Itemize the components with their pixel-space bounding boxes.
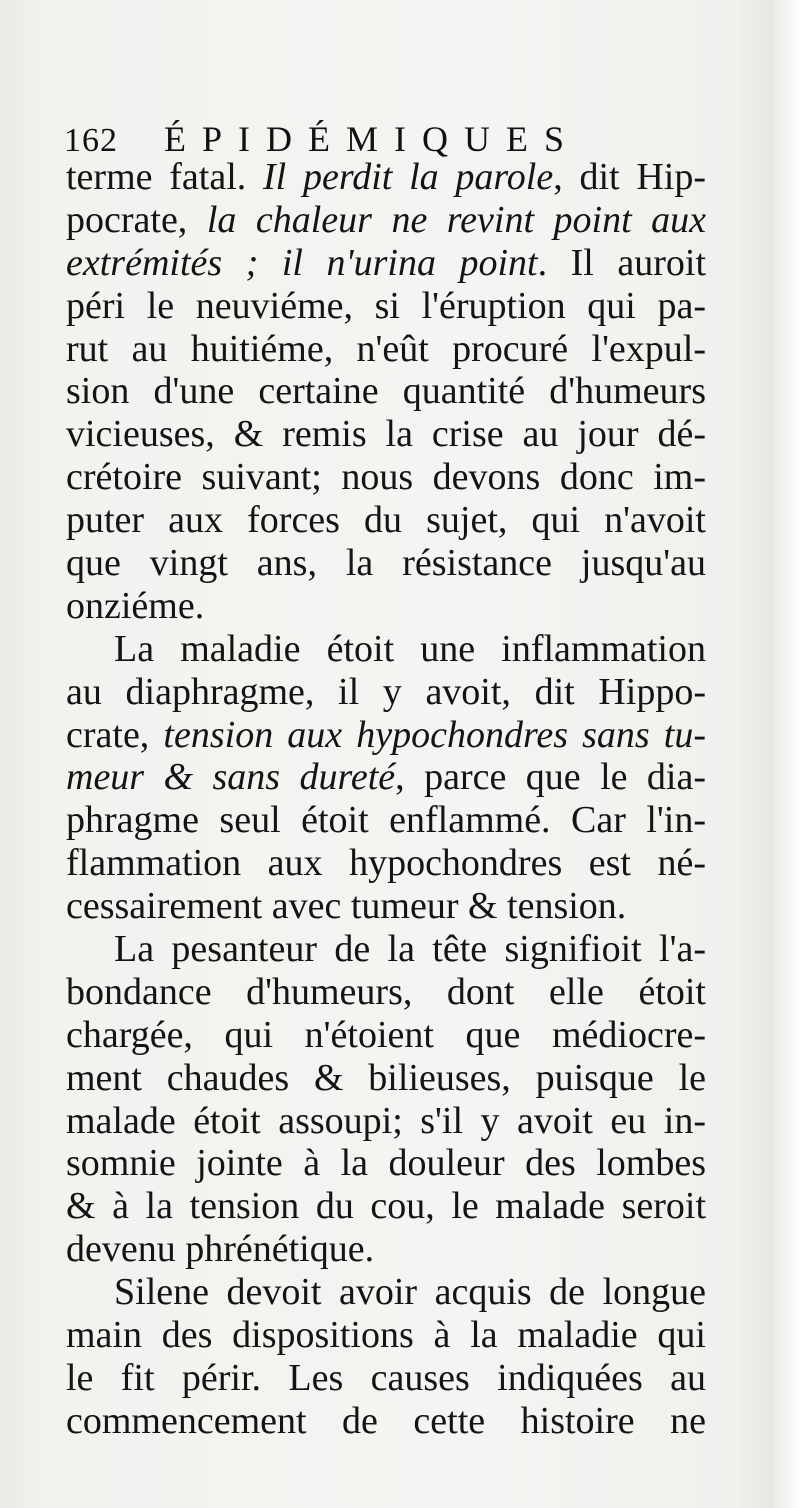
text-line bbox=[66, 971, 706, 1014]
text-line bbox=[66, 1142, 706, 1185]
text-line bbox=[66, 842, 706, 885]
text-line bbox=[66, 1185, 706, 1228]
italic-quote: extrémités ; il n'urina point bbox=[66, 241, 538, 284]
text-line bbox=[66, 1271, 706, 1314]
text-segment: malade étoit assoupi; s'il y avoit eu in- bbox=[66, 1099, 706, 1142]
text-line bbox=[66, 456, 706, 499]
text-segment: que vingt ans, la résistance jusqu'au bbox=[66, 542, 706, 585]
text-segment: devenu phrénétique. bbox=[66, 1228, 375, 1271]
text-line bbox=[66, 585, 706, 628]
text-segment: puter aux forces du sujet, qui n'avoit bbox=[66, 499, 706, 542]
text-segment: rut au huitiéme, n'eût procuré l'expul- bbox=[66, 327, 706, 370]
text-segment: bondance d'humeurs, dont elle étoit bbox=[66, 970, 706, 1013]
text-line bbox=[66, 328, 706, 371]
text-segment: péri le neuviéme, si l'éruption qui pa- bbox=[66, 284, 706, 327]
text-segment: La maladie étoit une inflammation bbox=[114, 627, 706, 670]
text-segment: La pesanteur de la tête signifioit l'a- bbox=[114, 928, 706, 971]
text-segment: vicieuses, & remis la crise au jour dé- bbox=[66, 413, 706, 456]
text-line bbox=[66, 1057, 706, 1100]
text-segment: pocrate, bbox=[66, 198, 207, 241]
text-line bbox=[66, 1014, 706, 1057]
text-segment: ment chaudes & bilieuses, puisque le bbox=[66, 1056, 706, 1099]
text-line bbox=[66, 1314, 706, 1357]
page-edge bbox=[772, 0, 800, 1508]
text-line bbox=[66, 156, 706, 199]
text-segment: onziéme. bbox=[66, 584, 205, 627]
text-segment: , dit Hip- bbox=[553, 156, 706, 198]
text-line bbox=[66, 199, 706, 242]
text-line bbox=[66, 370, 706, 413]
text-segment: crate, bbox=[66, 713, 164, 756]
text-line bbox=[66, 885, 706, 928]
text-line bbox=[66, 928, 706, 971]
text-line bbox=[66, 1400, 706, 1443]
text-line bbox=[66, 242, 706, 285]
text-segment: commencement de cette histoire ne bbox=[66, 1399, 706, 1442]
text-segment: flammation aux hypochondres est né- bbox=[66, 842, 706, 885]
text-line bbox=[66, 671, 706, 714]
text-segment: somnie jointe à la douleur des lombes bbox=[66, 1142, 706, 1185]
body-text bbox=[66, 156, 706, 1443]
text-segment: le fit périr. Les causes indiquées au bbox=[66, 1356, 706, 1399]
text-segment: Silene devoit avoir acquis de longue bbox=[114, 1271, 706, 1314]
text-line bbox=[66, 413, 706, 456]
text-segment: & à la tension du cou, le malade seroit bbox=[66, 1185, 706, 1228]
text-segment: main des dispositions à la maladie qui bbox=[66, 1314, 706, 1357]
text-line bbox=[66, 1100, 706, 1143]
italic-quote: tension aux hypochondres sans tu- bbox=[163, 713, 706, 756]
text-line bbox=[66, 756, 706, 799]
text-segment: chargée, qui n'étoient que médiocre- bbox=[66, 1013, 706, 1056]
italic-quote: Il perdit la parole bbox=[263, 156, 554, 198]
text-segment: crétoire suivant; nous devons donc im- bbox=[66, 456, 706, 499]
text-segment: au diaphragme, il y avoit, dit Hippo- bbox=[66, 670, 706, 713]
text-segment: . Il auroit bbox=[537, 241, 706, 284]
text-line bbox=[66, 1357, 706, 1400]
running-title: ÉPIDÉMIQUES bbox=[164, 119, 580, 159]
text-line bbox=[66, 628, 706, 671]
text-segment: sion d'une certaine quantité d'humeurs bbox=[66, 370, 706, 413]
text-line bbox=[66, 499, 706, 542]
page-number: 162 bbox=[64, 122, 118, 159]
italic-quote: meur & sans dureté bbox=[66, 756, 396, 799]
text-segment: terme fatal. bbox=[66, 156, 264, 198]
text-segment: phragme seul étoit enflammé. Car l'in- bbox=[66, 799, 706, 842]
text-line bbox=[66, 714, 706, 757]
italic-quote: la chaleur ne revint point aux bbox=[206, 198, 706, 241]
text-line bbox=[66, 799, 706, 842]
text-segment: cessairement avec tumeur & tension. bbox=[66, 885, 627, 928]
text-line bbox=[66, 542, 706, 585]
text-line bbox=[66, 285, 706, 328]
text-segment: , parce que le dia- bbox=[395, 756, 706, 799]
text-line bbox=[66, 1228, 706, 1271]
